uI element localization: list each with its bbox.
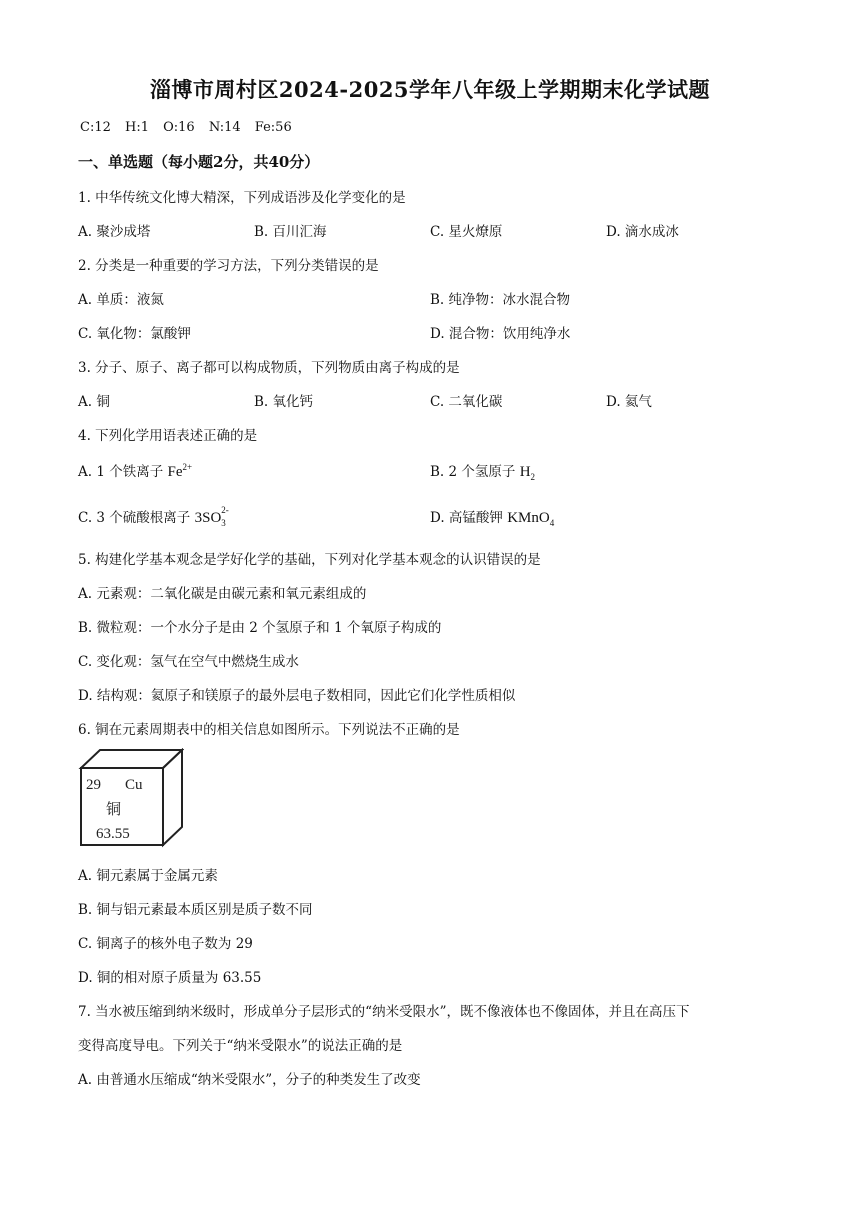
option-d-text: D. 高锰酸钾 [430,510,508,526]
question-4-option-b [430,460,535,482]
atomic-number: 29 [86,777,101,793]
option-c-text: C. 3 个硫酸根离子 [78,510,195,526]
question-6-option-c: C. 铜离子的核外电子数为 29 [78,936,253,952]
element-symbol: Cu [125,777,143,793]
relative-atomic-mass: 63.55 [96,826,130,842]
question-7-stem-line-2: 变得高度导电。下列关于“纳米受限水”的说法正确的是 [78,1038,403,1054]
question-3-option-c: C. 二氧化碳 [430,394,503,410]
option-a-text: A. 1 个铁离子 [78,464,168,480]
question-1-option-c: C. 星火燎原 [430,224,503,240]
question-4-option-d [430,506,554,528]
question-3-stem: 3. 分子、原子、离子都可以构成物质，下列物质由离子构成的是 [78,360,460,376]
question-5-option-b: B. 微粒观：一个水分子是由 2 个氢原子和 1 个氧原子构成的 [78,620,442,636]
question-1-stem: 1. 中华传统文化博大精深，下列成语涉及化学变化的是 [78,190,406,206]
question-5-stem: 5. 构建化学基本观念是学好化学的基础，下列对化学基本观念的认识错误的是 [78,552,541,568]
cube-side-face [163,750,182,845]
element-cube-figure [78,748,184,848]
formula-base: KMnO [507,510,550,526]
question-4-option-a [78,460,192,481]
formula-subscript: 3 [221,517,226,528]
question-4-option-c [78,506,231,527]
option-b-text: B. 2 个氢原子 [430,464,520,480]
question-2-option-d: D. 混合物：饮用纯净水 [430,326,571,342]
question-5-option-d: D. 结构观：氦原子和镁原子的最外层电子数相同，因此它们化学性质相似 [78,688,516,704]
question-1-option-a: A. 聚沙成塔 [78,224,151,240]
question-2-option-a: A. 单质：液氮 [78,292,164,308]
question-2-option-b: B. 纯净物：冰水混合物 [430,292,571,308]
question-2-stem: 2. 分类是一种重要的学习方法，下列分类错误的是 [78,258,379,274]
question-4-stem: 4. 下列化学用语表述正确的是 [78,428,258,444]
question-6-option-a: A. 铜元素属于金属元素 [78,868,218,884]
question-1-option-b: B. 百川汇海 [254,224,327,240]
question-3-option-d: D. 氦气 [606,394,652,410]
question-7-option-a: A. 由普通水压缩成“纳米受限水”，分子的种类发生了改变 [78,1072,421,1088]
formula-charge: 2+ [182,462,193,472]
permanganate-formula [507,510,554,526]
section-heading-single-choice: 一、单选题（每小题2分，共40分） [78,153,320,171]
iron-ion-formula [168,464,193,480]
question-7-stem-line-1: 7. 当水被压缩到纳米级时，形成单分子层形式的“纳米受限水”，既不像液体也不像固体，并且在高压下 [78,1004,690,1020]
question-6-option-d: D. 铜的相对原子质量为 63.55 [78,970,262,986]
question-6-option-b: B. 铜与铝元素最本质区别是质子数不同 [78,902,313,918]
formula-subscript: 2 [530,472,536,482]
question-5-option-a: A. 元素观：二氧化碳是由碳元素和氧元素组成的 [78,586,367,602]
periodic-table-cell-copper [78,748,184,852]
element-name: 铜 [106,800,122,818]
page-title: 淄博市周村区2024-2025学年八年级上学期期末化学试题 [149,77,711,102]
question-2-option-c: C. 氧化物：氯酸钾 [78,326,191,342]
question-3-option-a: A. 铜 [78,394,110,410]
formula-base: 3SO [194,510,222,526]
hydrogen-formula [520,464,535,480]
question-3-option-b: B. 氧化钙 [254,394,314,410]
formula-charge: 2- [221,504,229,515]
relative-atomic-masses: C:12 H:1 O:16 N:14 Fe:56 [80,120,292,135]
formula-subscript: 4 [549,518,555,528]
formula-base: Fe [167,464,183,480]
question-1-option-d: D. 滴水成冰 [606,224,679,240]
question-5-option-c: C. 变化观：氢气在空气中燃烧生成水 [78,654,299,670]
question-6-stem: 6. 铜在元素周期表中的相关信息如图所示。下列说法不正确的是 [78,722,460,738]
sulfate-formula [194,504,232,528]
formula-base: H [519,464,531,480]
